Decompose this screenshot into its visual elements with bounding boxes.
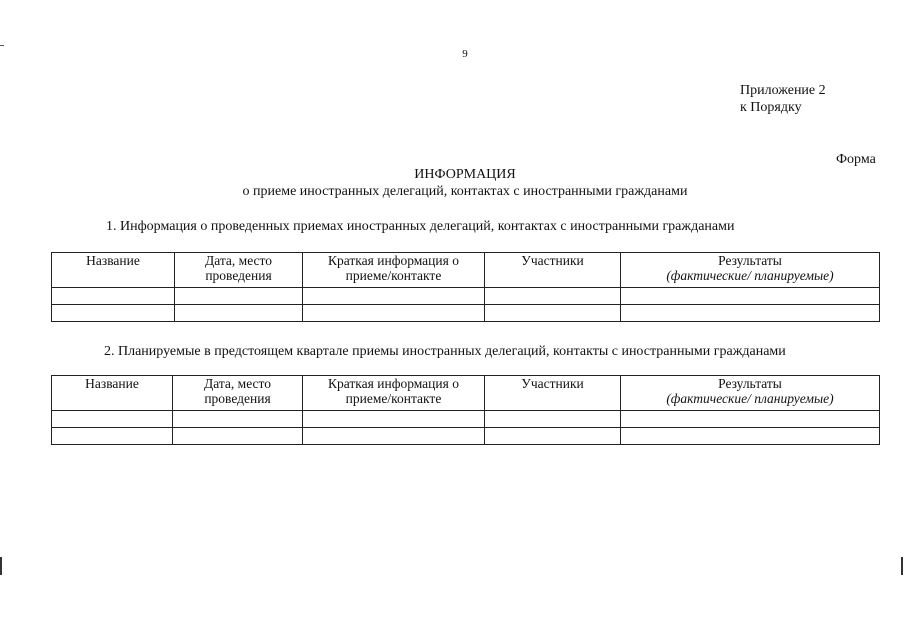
table-header-row — [52, 253, 880, 288]
table-cell[interactable] — [621, 428, 880, 445]
scan-edge-mark — [0, 45, 4, 46]
table-cell[interactable] — [303, 411, 485, 428]
document-subtitle: о приеме иностранных делегаций, контактах с иностранными гражданами — [242, 184, 688, 199]
table-row — [52, 305, 880, 322]
table-cell[interactable] — [52, 288, 175, 305]
document-title-block — [0, 166, 905, 200]
table-cell[interactable] — [52, 428, 173, 445]
table-cell[interactable] — [621, 288, 880, 305]
appendix-label — [740, 82, 826, 116]
table-cell[interactable] — [621, 305, 880, 322]
table-cell[interactable] — [303, 428, 485, 445]
appendix-line-2: к Порядку — [740, 100, 802, 115]
column-header-participants: Участники — [485, 253, 621, 288]
table-row — [52, 428, 880, 445]
binding-mark-right — [901, 557, 903, 575]
page-number: 9 — [462, 48, 468, 60]
form-label: Форма — [836, 152, 876, 167]
table-cell[interactable] — [303, 288, 485, 305]
table-cell[interactable] — [175, 288, 303, 305]
table-cell[interactable] — [485, 411, 621, 428]
table-cell[interactable] — [485, 428, 621, 445]
table-cell[interactable] — [52, 411, 173, 428]
column-header-name: Название — [52, 376, 173, 411]
table-cell[interactable] — [485, 288, 621, 305]
column-header-date-place: Дата, место проведения — [175, 253, 303, 288]
column-header-results: Результаты (фактические/ планируемые) — [621, 253, 880, 288]
section-1-table — [51, 252, 880, 322]
column-header-date-place: Дата, место проведения — [173, 376, 303, 411]
column-header-summary: Краткая информация о приеме/контакте — [303, 376, 485, 411]
column-header-name: Название — [52, 253, 175, 288]
table-row — [52, 288, 880, 305]
table-cell[interactable] — [173, 428, 303, 445]
table-header-row — [52, 376, 880, 411]
section-2-heading: 2. Планируемые в предстоящем квартале приемы иностранных делегаций, контакты с иностранными гражданами — [104, 344, 786, 359]
table-cell[interactable] — [173, 411, 303, 428]
table-cell[interactable] — [621, 411, 880, 428]
document-title: ИНФОРМАЦИЯ — [414, 167, 516, 182]
binding-mark-left — [0, 557, 2, 575]
table-row — [52, 411, 880, 428]
column-header-participants: Участники — [485, 376, 621, 411]
section-1-heading: 1. Информация о проведенных приемах иностранных делегаций, контактах с иностранными гражданами — [106, 219, 735, 234]
table-cell[interactable] — [175, 305, 303, 322]
section-2-table — [51, 375, 880, 445]
column-header-results: Результаты (фактические/ планируемые) — [621, 376, 880, 411]
column-header-summary: Краткая информация о приеме/контакте — [303, 253, 485, 288]
appendix-line-1: Приложение 2 — [740, 83, 826, 98]
table-cell[interactable] — [303, 305, 485, 322]
table-cell[interactable] — [52, 305, 175, 322]
table-cell[interactable] — [485, 305, 621, 322]
